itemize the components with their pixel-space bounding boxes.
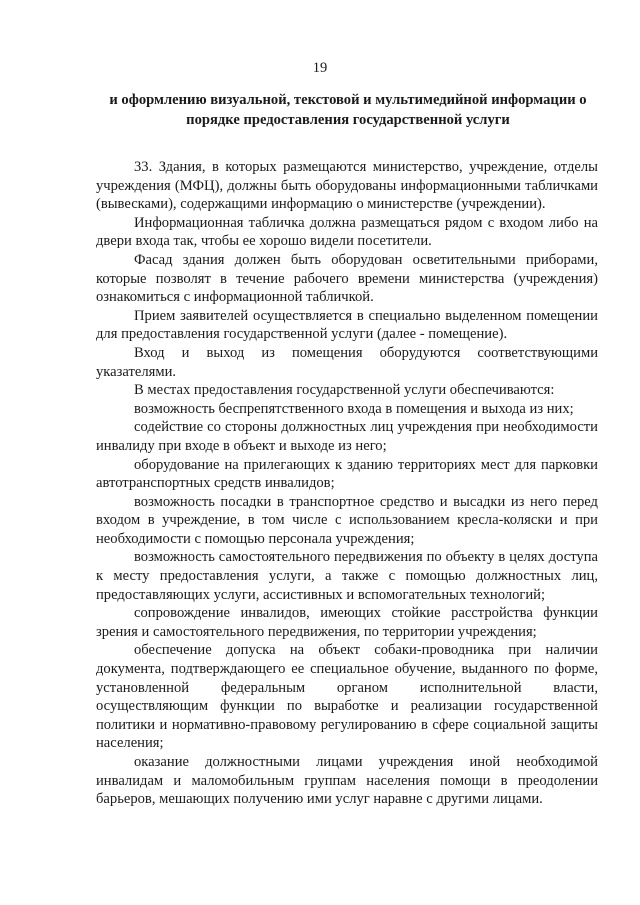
paragraph-entrance-exit: Вход и выход из помещения оборудуются соответствующими указателями.: [96, 344, 598, 380]
list-item-free-access: возможность беспрепятственного входа в помещения и выхода из них;: [134, 400, 574, 417]
list-item-transport-boarding: возможность посадки в транспортное средство и высадки из него перед входом в учреждение, в том числе с использованием кресла-коляски и при необходимости с помощью персонала учреждения;: [96, 493, 598, 547]
paragraph-facade-lighting: Фасад здания должен быть оборудован осветительными приборами, которые позволят в течение рабочего времени министерства (учреждения) ознакомиться с информационной табличкой.: [96, 251, 598, 306]
section-heading: и оформлению визуальной, текстовой и мультимедийной информации о порядке предоставления государственной услуги: [109, 92, 587, 128]
document-body: [96, 158, 598, 809]
list-item-staff-assistance: содействие со стороны должностных лиц учреждения при необходимости инвалиду при входе в объект и выходе из него;: [96, 419, 598, 454]
list-item-independent-movement: возможность самостоятельного передвижения по объекту в целях доступа к месту предоставления услуги, а также с помощью должностных лиц, предоставляющих услуги, ассистивных и вспомогательных технологий;: [96, 549, 598, 603]
list-item-guide-dog-access: обеспечение допуска на объект собаки-проводника при наличии документа, подтверждающего ее специальное обучение, выданного по форме, установленной федеральным органом исполнительной власти, осуществляющим функции по выработке и реализации государственной политики и нормативно-правовому регулированию в сфере социальной защиты населения;: [96, 642, 598, 752]
list-item-parking: оборудование на прилегающих к зданию территориях мест для парковки автотранспортных средств инвалидов;: [96, 456, 598, 492]
list-item-barrier-assistance: оказание должностными лицами учреждения иной необходимой инвалидам и маломобильным группам населения помощи в преодолении барьеров, мешающих получению ими услуг наравне с другими лицами.: [96, 754, 598, 808]
paragraph-provision-places: В местах предоставления государственной услуги обеспечиваются:: [134, 382, 555, 399]
paragraph-33-signage: 33. Здания, в которых размещаются министерство, учреждение, отделы учреждения (МФЦ), должны быть оборудованы информационными табличками (вывесками), содержащими информацию о министерстве (учреждении).: [96, 159, 598, 213]
paragraph-info-plate: Информационная табличка должна размещаться рядом с входом либо на двери входа так, чтобы ее хорошо видели посетители.: [96, 214, 598, 250]
list-item-visual-impairment-escort: сопровождение инвалидов, имеющих стойкие расстройства функции зрения и самостоятельного передвижения, по территории учреждения;: [96, 605, 598, 640]
paragraph-reception-room: Прием заявителей осуществляется в специально выделенном помещении для предоставления государственной услуги (далее - помещение).: [96, 307, 598, 343]
page-number: 19: [312, 60, 328, 76]
